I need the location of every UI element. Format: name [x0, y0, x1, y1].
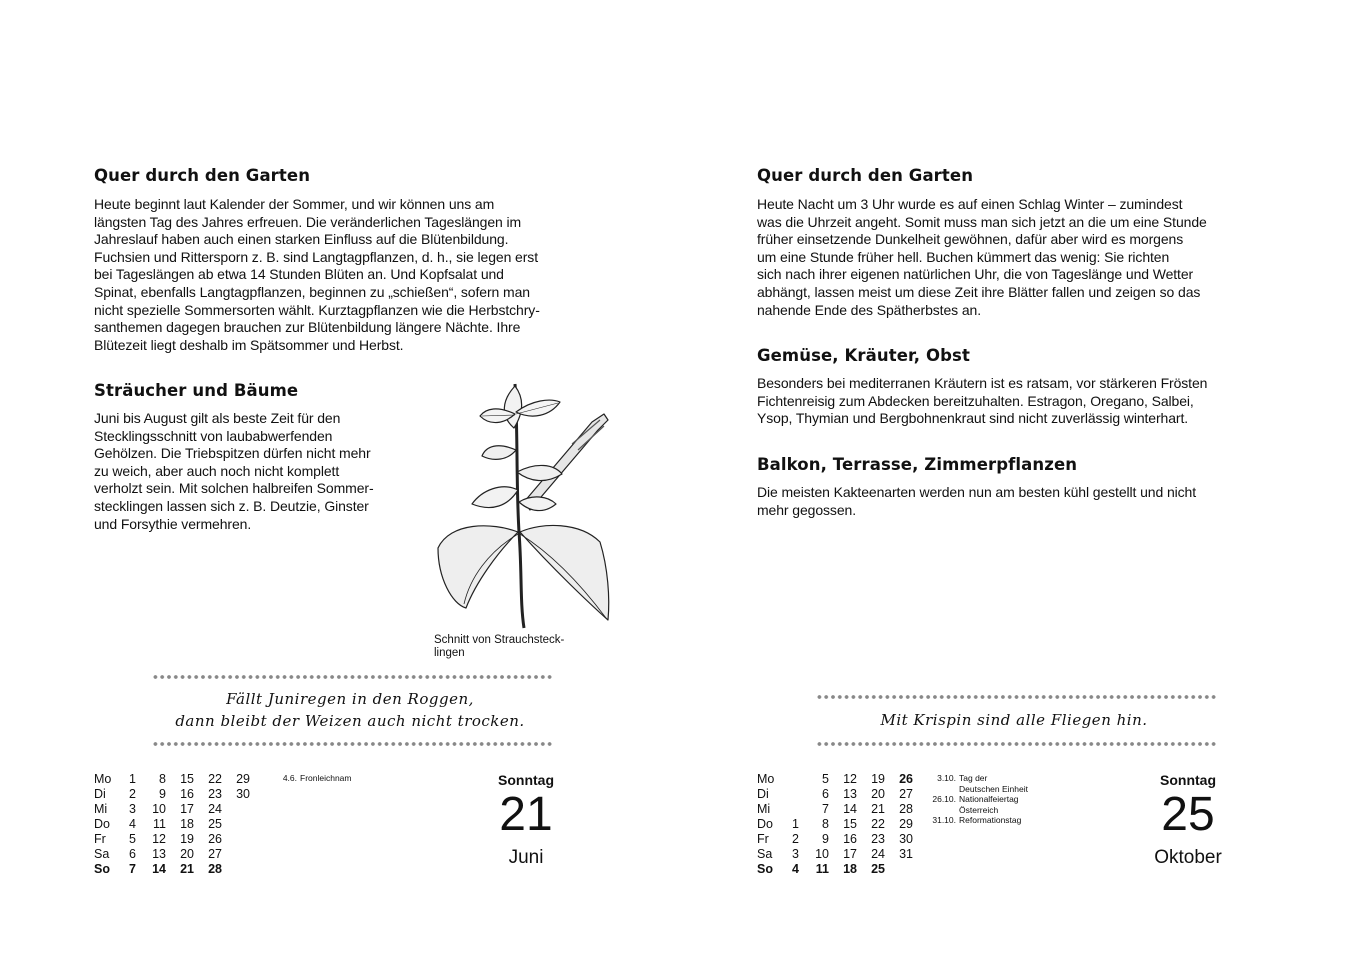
- calendar-date: 29: [236, 772, 250, 786]
- text-line: Stecklingsschnitt von laubabwerfenden: [94, 427, 333, 444]
- text-line: stecklingen lassen sich z. B. Deutzie, Ginster: [94, 497, 369, 514]
- plant-cutting-illustration: [432, 372, 617, 630]
- calendar-date: 10: [815, 847, 829, 861]
- dotted-divider-bottom: [816, 741, 1216, 747]
- calendar-date: 17: [180, 802, 194, 816]
- calendar-date: 25: [871, 862, 885, 876]
- text-line: Jahreslauf haben auch einen starken Einfluss auf die Blütenbildung.: [94, 231, 509, 248]
- calendar-date: 15: [180, 772, 194, 786]
- holiday-name: Österreich: [959, 804, 999, 815]
- right-day-number: 25: [1161, 788, 1215, 841]
- calendar-date: 20: [871, 787, 885, 801]
- holiday-entry: [929, 784, 1079, 795]
- calendar-date: 7: [822, 802, 829, 816]
- right-month: Oktober: [1154, 847, 1222, 868]
- right-heading-herbs: Gemüse, Kräuter, Obst: [757, 346, 970, 365]
- calendar-date: 26: [899, 772, 913, 786]
- calendar-row: [94, 817, 294, 832]
- right-weekday: Sonntag: [1160, 772, 1216, 788]
- holiday-entry: [929, 773, 1079, 784]
- calendar-date: 27: [899, 787, 913, 801]
- calendar-date: 5: [129, 832, 136, 846]
- calendar-date: 19: [180, 832, 194, 846]
- calendar-row: [757, 787, 957, 802]
- left-month: Juni: [508, 847, 544, 868]
- calendar-weekday-label: Sa: [757, 847, 773, 861]
- calendar-date: 2: [792, 832, 799, 846]
- calendar-date: 30: [236, 787, 250, 801]
- calendar-date: 4: [129, 817, 136, 831]
- calendar-date: 11: [153, 817, 166, 831]
- right-heading-balcony: Balkon, Terrasse, Zimmerpflanzen: [757, 455, 1078, 474]
- text-line: Fuchsien und Rittersporn z. B. sind Langtagpflanzen, d. h., sie legen erst: [94, 248, 538, 265]
- right-proverb: [774, 709, 1254, 731]
- right-page: [684, 0, 1369, 968]
- holiday-name: Nationalfeiertag: [959, 794, 1019, 804]
- text-line: zu weich, aber auch noch nicht komplett: [94, 462, 340, 479]
- calendar-date: 16: [843, 832, 857, 846]
- calendar-date: 6: [822, 787, 829, 801]
- calendar-row: [757, 832, 957, 847]
- calendar-date: 14: [843, 802, 857, 816]
- calendar-date: 17: [843, 847, 857, 861]
- calendar-weekday-label: Fr: [94, 832, 106, 846]
- text-line: Besonders bei mediterranen Kräutern ist es ratsam, vor stärkeren Frösten: [757, 375, 1208, 391]
- calendar-row: [94, 802, 294, 817]
- calendar-date: 8: [822, 817, 829, 831]
- text-line: bei Tageslängen ab etwa 14 Stunden Blüten an. Und Kopfsalat und: [94, 266, 504, 283]
- calendar-row: [757, 862, 957, 877]
- calendar-date: 11: [815, 862, 829, 876]
- left-page: [0, 0, 684, 968]
- holiday-entry: [929, 805, 1079, 816]
- calendar-date: 26: [208, 832, 222, 846]
- calendar-weekday-label: Di: [94, 787, 106, 801]
- text-line: um eine Stunde früher hell. Buchen kümmert das wenig: Sie richten: [757, 248, 1170, 265]
- text-line: Juni bis August gilt als beste Zeit für den: [94, 410, 341, 426]
- right-paragraph-balcony: [757, 484, 1297, 519]
- calendar-date: 16: [180, 787, 194, 801]
- left-heading-garden: Quer durch den Garten: [94, 166, 311, 185]
- right-paragraph-herbs: [757, 375, 1297, 428]
- text-line: Heute beginnt laut Kalender der Sommer, und wir können uns am: [94, 196, 495, 212]
- proverb-line: Mit Krispin sind alle Fliegen hin.: [880, 711, 1148, 729]
- text-line: Ysop, Thymian und Bergbohnenkraut sind nicht zuverlässig winterhart.: [757, 410, 1189, 427]
- right-paragraph-garden: [757, 196, 1297, 319]
- calendar-date: 12: [152, 832, 166, 846]
- calendar-weekday-label: Fr: [757, 832, 769, 846]
- dotted-divider-bottom: [152, 741, 552, 747]
- holiday-name: Reformationstag: [959, 815, 1022, 825]
- text-line: längsten Tag des Jahres erfreuen. Die veränderlichen Tageslängen im: [94, 213, 522, 230]
- calendar-date: 14: [152, 862, 166, 876]
- holiday-name: Deutschen Einheit: [959, 783, 1028, 794]
- left-mini-calendar: [94, 772, 294, 882]
- calendar-date: 20: [180, 847, 194, 861]
- text-line: nicht spezielle Sommersorten wählt. Kurztagpflanzen wie die Herbstchry-: [94, 301, 540, 318]
- calendar-weekday-label: Mi: [757, 802, 771, 816]
- calendar-row: [757, 802, 957, 817]
- illustration-caption: [434, 634, 594, 660]
- text-line: Gehölzen. Die Triebspitzen dürfen nicht mehr: [94, 445, 371, 462]
- left-proverb: [110, 688, 590, 732]
- holiday-name: Fronleichnam: [300, 773, 352, 783]
- calendar-date: 13: [152, 847, 166, 861]
- left-weekday: Sonntag: [498, 772, 554, 788]
- calendar-row: [94, 772, 294, 787]
- caption-line: lingen: [434, 647, 465, 659]
- calendar-date: 6: [129, 847, 136, 861]
- holiday-date: 3.10.: [937, 773, 956, 783]
- text-line: abhängt, lassen meist um diese Zeit ihre Blätter fallen und zeigen so das: [757, 283, 1201, 300]
- calendar-date: 15: [843, 817, 857, 831]
- calendar-date: 3: [792, 847, 799, 861]
- calendar-date: 31: [899, 847, 913, 861]
- calendar-weekday-label: Do: [94, 817, 110, 831]
- calendar-row: [94, 832, 294, 847]
- proverb-line: Fällt Juniregen in den Roggen,: [226, 690, 474, 708]
- right-mini-calendar: [757, 772, 957, 882]
- calendar-weekday-label: So: [94, 862, 110, 876]
- left-heading-shrubs: Sträucher und Bäume: [94, 381, 299, 400]
- calendar-row: [757, 817, 957, 832]
- text-line: Die meisten Kakteenarten werden nun am besten kühl gestellt und nicht: [757, 484, 1197, 500]
- calendar-date: 24: [208, 802, 222, 816]
- left-paragraph-shrubs: [94, 410, 424, 533]
- holiday-name: Tag der: [959, 773, 988, 783]
- dotted-divider-top: [152, 674, 552, 680]
- calendar-date: 28: [208, 862, 222, 876]
- calendar-date: 19: [871, 772, 885, 786]
- holiday-date: 4.6.: [282, 773, 297, 783]
- proverb-line: dann bleibt der Weizen auch nicht trocken.: [175, 712, 525, 730]
- calendar-date: 24: [871, 847, 885, 861]
- calendar-date: 13: [843, 787, 857, 801]
- calendar-date: 9: [822, 832, 829, 846]
- calendar-weekday-label: So: [757, 862, 773, 876]
- calendar-date: 5: [822, 772, 829, 786]
- holiday-entry: [929, 794, 1079, 805]
- calendar-weekday-label: Mo: [757, 772, 775, 786]
- calendar-date: 4: [792, 862, 799, 876]
- holiday-entry: [929, 815, 1079, 826]
- calendar-date: 12: [843, 772, 857, 786]
- text-line: früher einsetzende Dunkelheit gewöhnen, dafür aber wird es morgens: [757, 231, 1184, 248]
- text-line: santhemen dagegen brauchen zur Blütenbildung längere Nächte. Ihre: [94, 319, 521, 336]
- calendar-date: 18: [843, 862, 857, 876]
- text-line: Fichtenreisig zum Abdecken bereitzuhalten. Estragon, Oregano, Salbei,: [757, 392, 1194, 409]
- text-line: sich nach ihrer eigenen natürlichen Uhr, die von Tageslänge und Wetter: [757, 266, 1194, 283]
- dotted-divider-top: [816, 694, 1216, 700]
- calendar-date: 28: [899, 802, 913, 816]
- calendar-date: 30: [899, 832, 913, 846]
- calendar-date: 27: [208, 847, 222, 861]
- calendar-date: 18: [180, 817, 194, 831]
- calendar-row: [94, 787, 294, 802]
- calendar-weekday-label: Do: [757, 817, 773, 831]
- calendar-row: [757, 772, 957, 787]
- text-line: nahende Ende des Spätherbstes an.: [757, 301, 981, 318]
- text-line: mehr gegossen.: [757, 501, 856, 518]
- calendar-date: 2: [129, 787, 136, 801]
- holiday-date: 31.10.: [932, 815, 956, 825]
- calendar-weekday-label: Mi: [94, 802, 108, 816]
- right-holiday-list: [929, 773, 1079, 826]
- text-line: Spinat, ebenfalls Langtagpflanzen, beginnen zu „schießen“, sofern man: [94, 283, 530, 300]
- calendar-weekday-label: Di: [757, 787, 769, 801]
- calendar-date: 23: [871, 832, 885, 846]
- text-line: verholzt sein. Mit solchen halbreifen Sommer-: [94, 480, 374, 497]
- calendar-date: 8: [159, 772, 166, 786]
- calendar-weekday-label: Sa: [94, 847, 110, 861]
- calendar-date: 23: [208, 787, 222, 801]
- left-paragraph-garden: [94, 196, 614, 354]
- calendar-date: 9: [159, 787, 166, 801]
- text-line: was die Uhrzeit angeht. Somit muss man sich jetzt an die um eine Stunde: [757, 213, 1207, 230]
- calendar-weekday-label: Mo: [94, 772, 112, 786]
- calendar-row: [94, 847, 294, 862]
- calendar-date: 7: [129, 862, 136, 876]
- text-line: und Forsythie vermehren.: [94, 515, 252, 532]
- calendar-date: 29: [899, 817, 913, 831]
- calendar-date: 21: [180, 862, 194, 876]
- text-line: Blütezeit liegt deshalb im Spätsommer und Herbst.: [94, 336, 404, 353]
- calendar-row: [757, 847, 957, 862]
- text-line: Heute Nacht um 3 Uhr wurde es auf einen Schlag Winter – zumindest: [757, 196, 1183, 212]
- caption-line: Schnitt von Strauchsteck-: [434, 634, 565, 646]
- calendar-date: 3: [129, 802, 136, 816]
- calendar-date: 1: [792, 817, 799, 831]
- calendar-date: 10: [152, 802, 166, 816]
- calendar-row: [94, 862, 294, 877]
- calendar-date: 22: [208, 772, 222, 786]
- calendar-date: 1: [129, 772, 136, 786]
- holiday-entry: [270, 773, 410, 784]
- right-heading-garden: Quer durch den Garten: [757, 166, 974, 185]
- calendar-date: 22: [871, 817, 885, 831]
- left-day-number: 21: [499, 788, 553, 841]
- calendar-date: 21: [871, 802, 885, 816]
- left-holiday-list: [270, 773, 410, 784]
- calendar-date: 25: [208, 817, 222, 831]
- holiday-date: 26.10.: [932, 794, 956, 804]
